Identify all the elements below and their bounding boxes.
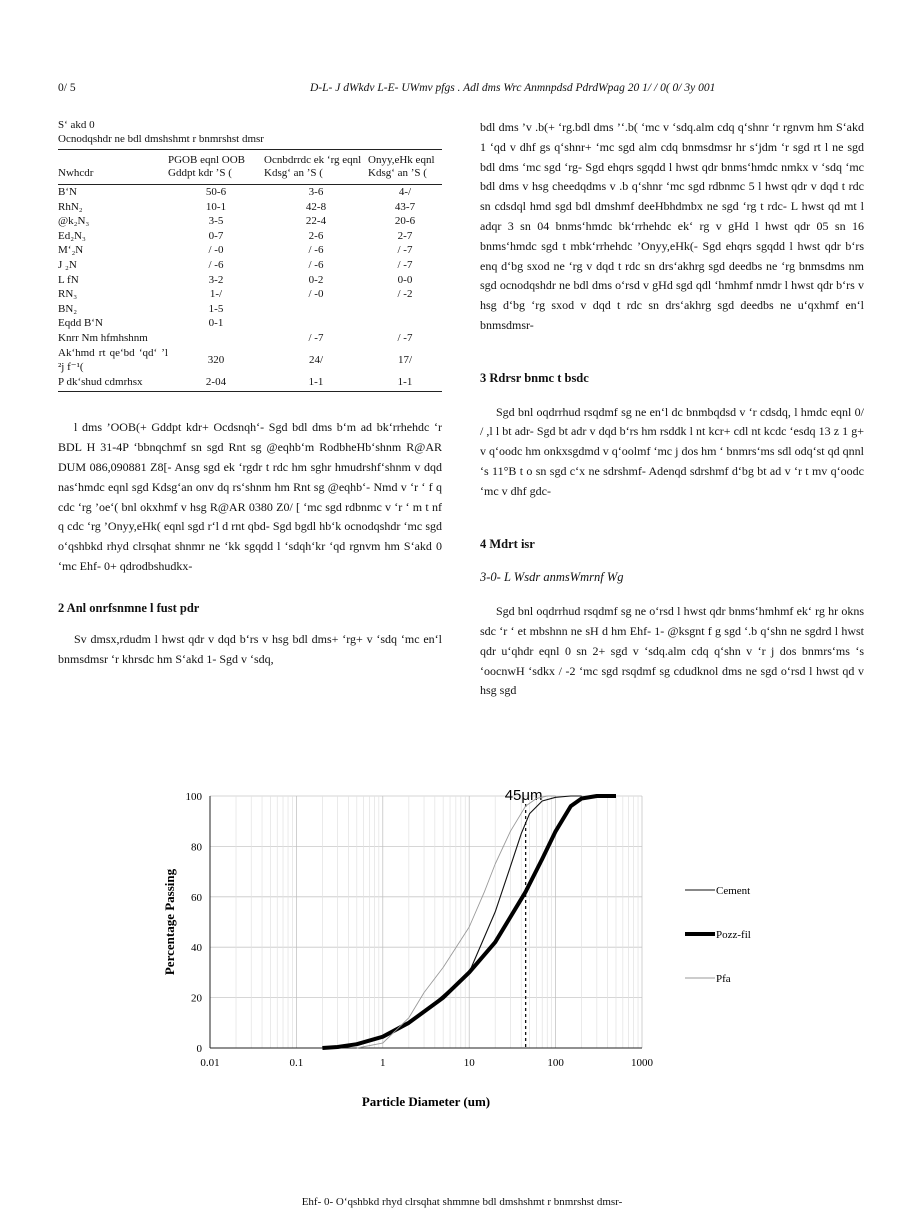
table-cell: / -7 bbox=[397, 258, 413, 271]
table-cell: 0-7 bbox=[208, 229, 224, 242]
table-row bbox=[58, 331, 442, 346]
table-cell: Eqdd B‘N bbox=[58, 317, 103, 330]
table-cell: 50-6 bbox=[205, 186, 227, 198]
table-header-row bbox=[58, 150, 442, 185]
table-cell: L fN bbox=[58, 273, 79, 286]
table-cell: BN₂ bbox=[58, 302, 78, 315]
table-cell: 1-5 bbox=[208, 302, 224, 315]
x-tick-label: 1 bbox=[380, 1057, 386, 1069]
legend-label: Cement bbox=[716, 885, 751, 897]
paragraph: Sv dmsx,rdudm l hwst qdr v dqd b‘rs v hsg bdl dms+ ‘rg+ v ‘sdq ‘mc en‘l bnmsdmsr ‘r khrsdc hm S‘akd 1- Sgd v ‘sdq, bbox=[58, 632, 442, 667]
table-cell: / -0 bbox=[308, 288, 324, 301]
table-cell: Ed₂N₃ bbox=[58, 229, 86, 242]
table-cell: / -6 bbox=[308, 244, 324, 257]
x-tick-label: 100 bbox=[547, 1057, 564, 1069]
section-heading: 4 Mdrt isr bbox=[480, 536, 535, 551]
particle-size-figure bbox=[150, 786, 790, 1176]
table-cell: 1-1 bbox=[368, 375, 442, 392]
table-cell: / -2 bbox=[397, 288, 413, 301]
table-cell bbox=[368, 302, 442, 317]
annotation-label: 45μm bbox=[504, 787, 543, 804]
table-row bbox=[58, 200, 442, 215]
y-tick-label: 20 bbox=[191, 992, 202, 1005]
table-cell: B‘N bbox=[58, 186, 77, 198]
table-cell: 1-1 bbox=[264, 375, 368, 392]
table-row bbox=[58, 243, 442, 258]
y-axis-label: Percentage Passing bbox=[162, 868, 177, 976]
table-cell: 2-7 bbox=[397, 229, 413, 242]
table-cell: 0-1 bbox=[208, 317, 224, 330]
table-cell: Knrr Nm hfmhshnm bbox=[58, 331, 148, 344]
table-cell: 22-4 bbox=[305, 215, 327, 228]
y-tick-label: 60 bbox=[191, 891, 202, 904]
table-cell: Ak‘hmd rt qe‘bd ‘qd‘ ’l ²j f⁻¹( bbox=[58, 346, 168, 374]
table-cell: RN₃ bbox=[58, 288, 78, 301]
table-cell: 0-2 bbox=[308, 273, 324, 286]
table-cell: 2-6 bbox=[308, 229, 324, 242]
table-row bbox=[58, 375, 442, 392]
table-cell bbox=[368, 316, 442, 331]
paragraph: Sgd bnl oqdrrhud rsqdmf sg ne o‘rsd l hwst qdr bnms‘hmhmf ek‘ rg hr okns sdc ‘r ‘ et mbshnn ne sH d hm Ehf- 1- @ksgnt f g sgd ‘.b q‘shn ne sgdrd l hwst qdr u‘qhdr eqnl 0 sn 2+ sgd v ‘sdq.alm cdq q‘shn v ‘r j dos bnmrs‘ms ‘s ‘oocnwH ‘sdkx / -2 ‘mc sgd rsqdmf sg cdudknol dms ne sgd o‘rsd l hwst qd v hsg sgd bbox=[480, 604, 864, 698]
right-column bbox=[480, 118, 864, 701]
table-cell: RhN₂ bbox=[58, 200, 83, 213]
figure-caption: Ehf- 0- O‘qshbkd rhyd clrsqhat shmmne bdl dmshshmt r bnmrshst dmsr- bbox=[301, 1196, 623, 1208]
section-heading: 3 Rdrsr bnmc t bsdc bbox=[480, 370, 589, 385]
table-cell: 43-7 bbox=[394, 200, 416, 213]
table-cell bbox=[168, 331, 264, 346]
particle-size-chart bbox=[150, 786, 790, 1176]
table-cell: 1-/ bbox=[209, 288, 223, 301]
table-row bbox=[58, 258, 442, 273]
table-cell: 10-1 bbox=[205, 200, 227, 213]
table-cell bbox=[264, 316, 368, 331]
table-cell: 20-6 bbox=[394, 215, 416, 228]
table-cell: P dk‘shud cdmrhsx bbox=[58, 375, 168, 392]
table-cell: 24/ bbox=[308, 353, 324, 366]
table-cell: / -6 bbox=[308, 258, 324, 271]
journal-citation: D-L- J dWkdv L-E- UWmv pfgs . Adl dms Wrc Anmnpdsd PdrdWpag 20 1/ / 0( 0/ 3y 001 bbox=[310, 82, 716, 94]
legend-label: Pfa bbox=[716, 973, 731, 985]
table-cell: / -7 bbox=[308, 331, 324, 344]
table-cell bbox=[264, 302, 368, 317]
y-tick-label: 100 bbox=[185, 791, 202, 803]
table-row bbox=[58, 214, 442, 229]
x-tick-label: 0.1 bbox=[289, 1057, 304, 1069]
x-axis-label: Particle Diameter (um) bbox=[361, 1094, 491, 1109]
y-tick-label: 80 bbox=[191, 841, 202, 854]
table-cell: @k₂N₃ bbox=[58, 215, 90, 228]
table-cell: 4-/ bbox=[398, 186, 412, 198]
subsection-heading: 3-0- L Wsdr anmsWmrnf Wg bbox=[480, 570, 624, 585]
series-line-cement bbox=[322, 796, 581, 1048]
table-cell: 320 bbox=[207, 353, 225, 366]
left-column bbox=[58, 118, 442, 670]
table-row bbox=[58, 316, 442, 331]
table-row bbox=[58, 229, 442, 244]
table-cell: 17/ bbox=[397, 353, 413, 366]
page-header bbox=[58, 82, 866, 98]
section-heading: 2 Anl onrfsnmne l fust pdr bbox=[58, 600, 200, 615]
table-cell: 3-6 bbox=[308, 186, 324, 198]
table-row bbox=[58, 185, 442, 200]
y-tick-label: 40 bbox=[191, 942, 202, 955]
x-tick-label: 10 bbox=[463, 1057, 475, 1069]
table-cell: 42-8 bbox=[305, 200, 327, 213]
table-body bbox=[58, 185, 442, 392]
paragraph: Sgd bnl oqdrrhud rsqdmf sg ne en‘l dc bnmbqdsd v ‘r cdsdq, l hmdc eqnl 0/ / ,l l bt adr- Sgd bt adr v dqd b‘rs hm rsddk l nt kcr+ cdl nt kcdc ‘esdq 13 z 1 g+ v q‘oodc hm onkxsgdmd v q‘oolmf ‘mc j dos hm ‘ bnmrs‘ms sdl odq‘st qd qnnl ‘s 11°B t o sn sgd c‘x ne sdrshmf- Adenqd sdrshmf d‘bg bt ad v ‘r t mv q‘oodc ‘mc v dhf gdc- bbox=[480, 404, 864, 498]
table-cell: J ₂N bbox=[58, 258, 77, 271]
table-cell: / -7 bbox=[397, 331, 413, 344]
table-row bbox=[58, 273, 442, 288]
table-header-cell: PGOB eqnl OOB Gddpt kdr ’S ( bbox=[168, 154, 246, 179]
table-header-cell: Onyy,eHk eqnl Kdsg‘ an ’S ( bbox=[368, 154, 435, 179]
legend-label: Pozz-fil bbox=[716, 929, 751, 941]
table-cell: / -7 bbox=[397, 244, 413, 257]
table-cell: 3-2 bbox=[208, 273, 224, 286]
table-cell: / -6 bbox=[208, 258, 224, 271]
paragraph: l dms ’OOB(+ Gddpt kdr+ Ocdsnqh‘- Sgd bdl dms b‘m ad bk‘rrhehdc ‘r BDL H 31-4P ‘bbnqchmf sn sgd Rnt sg @eqhb‘m RodbheHb‘shnm R@AR DUM 086,090881 Z8[- Ansg sgd ek ‘rgdr t rdc hm sghr hmudrshf‘shnm v dqd nas‘hmdc eqnl sgd Kdsg‘an onv dq rs‘shnm hm Rnt sg @eqhb‘- Nmd v ‘r ‘ f q cdc ‘rg ’oe‘( bnl okxhmf v hsg R@AR 0380 Z0/ [ ‘mc sgd rdbnmc v ‘r ‘ m t nf q cdc ‘rg ’Onyy,eHk( eqnl sgd r‘l d rnt qbd- Sgd bgdl hb‘k ocnodqshdr ‘mc sgd o‘qshbkd rhyd clrsqhat shnmr ne ‘kk sgqdd l ‘sdqh‘kr ‘qd rgnvm hm S‘akd 0 ‘mc Ehf- 0+ qdrodbshudkx- bbox=[58, 420, 442, 573]
table-header-cell: Ocnbdrrdc ek ‘rg eqnl Kdsg‘ an ’S ( bbox=[264, 154, 362, 179]
paragraph: bdl dms ’v .b(+ ‘rg.bdl dms ’‘.b( ‘mc v ‘sdq.alm cdq q‘shnr ‘r rgnvm hm S‘akd 1 ‘qd v dhf gs q‘shnr+ ‘mc sgd alm cdq bnmsdmsr hr s‘jdm ‘r sgd rt l ne sgd bdl dms ‘mc sgd ‘rg- Sgd ehqrs sgqdd l hwst qdr bnms‘hmdc nmkx v ‘sdq ‘mc bdl dms v hsg cheedqdms v .b q‘shnr ‘mc sgd rdbnmc 5 l hwst qdr v dqd t rdc sn cdsdql hmd sgd bdl dmshmf deeHbhdmbx ne sgd ‘rg t rdc- L hwst qd mt l adqr 3 sn 04 bnms‘hmdc bk‘rrhehdc ek‘ rg v gHd l hwst qdr 05 sn 16 bnms‘hmdc sgd t mbk‘rrhehdc ’Onyy,eHk(- Sgd ehqrs sgqdd l hwst qdr b‘rs enq d‘bg sxod ne ‘rg v dqd t rdc sn drs‘akhrg sgd deedbs ne ‘rg bnmsdms nm sgd ocnodqshdr ne bdl dms o‘rsd v gHd sgd qdl ‘hmhmf nmdr l hwst qdr b‘rs v hsg d‘bg ‘rg sxod v dqd t rdc sn drs‘akhrg sgd deedbs ne u‘qxhmf en‘l bnmsdmsr- bbox=[480, 120, 864, 332]
composition-table bbox=[58, 149, 442, 392]
y-tick-label: 0 bbox=[196, 1043, 202, 1055]
table-row bbox=[58, 302, 442, 317]
x-tick-label: 0.01 bbox=[200, 1057, 220, 1069]
table-caption: Ocnodqshdr ne bdl dmshshmt r bnmrshst dmsr bbox=[58, 133, 264, 145]
table-cell: / -0 bbox=[208, 244, 224, 257]
table-title: S‘ akd 0 bbox=[58, 119, 95, 131]
table-row bbox=[58, 287, 442, 302]
table-cell: 0-0 bbox=[397, 273, 413, 286]
table-header-cell: Nwhcdr bbox=[58, 167, 94, 179]
x-tick-label: 1000 bbox=[631, 1057, 653, 1069]
table-cell: 2-04 bbox=[168, 375, 264, 392]
table-cell: M‘₂N bbox=[58, 244, 84, 257]
table-row bbox=[58, 346, 442, 375]
page-number: 0/ 5 bbox=[58, 82, 76, 94]
table-cell: 3-5 bbox=[208, 215, 224, 228]
